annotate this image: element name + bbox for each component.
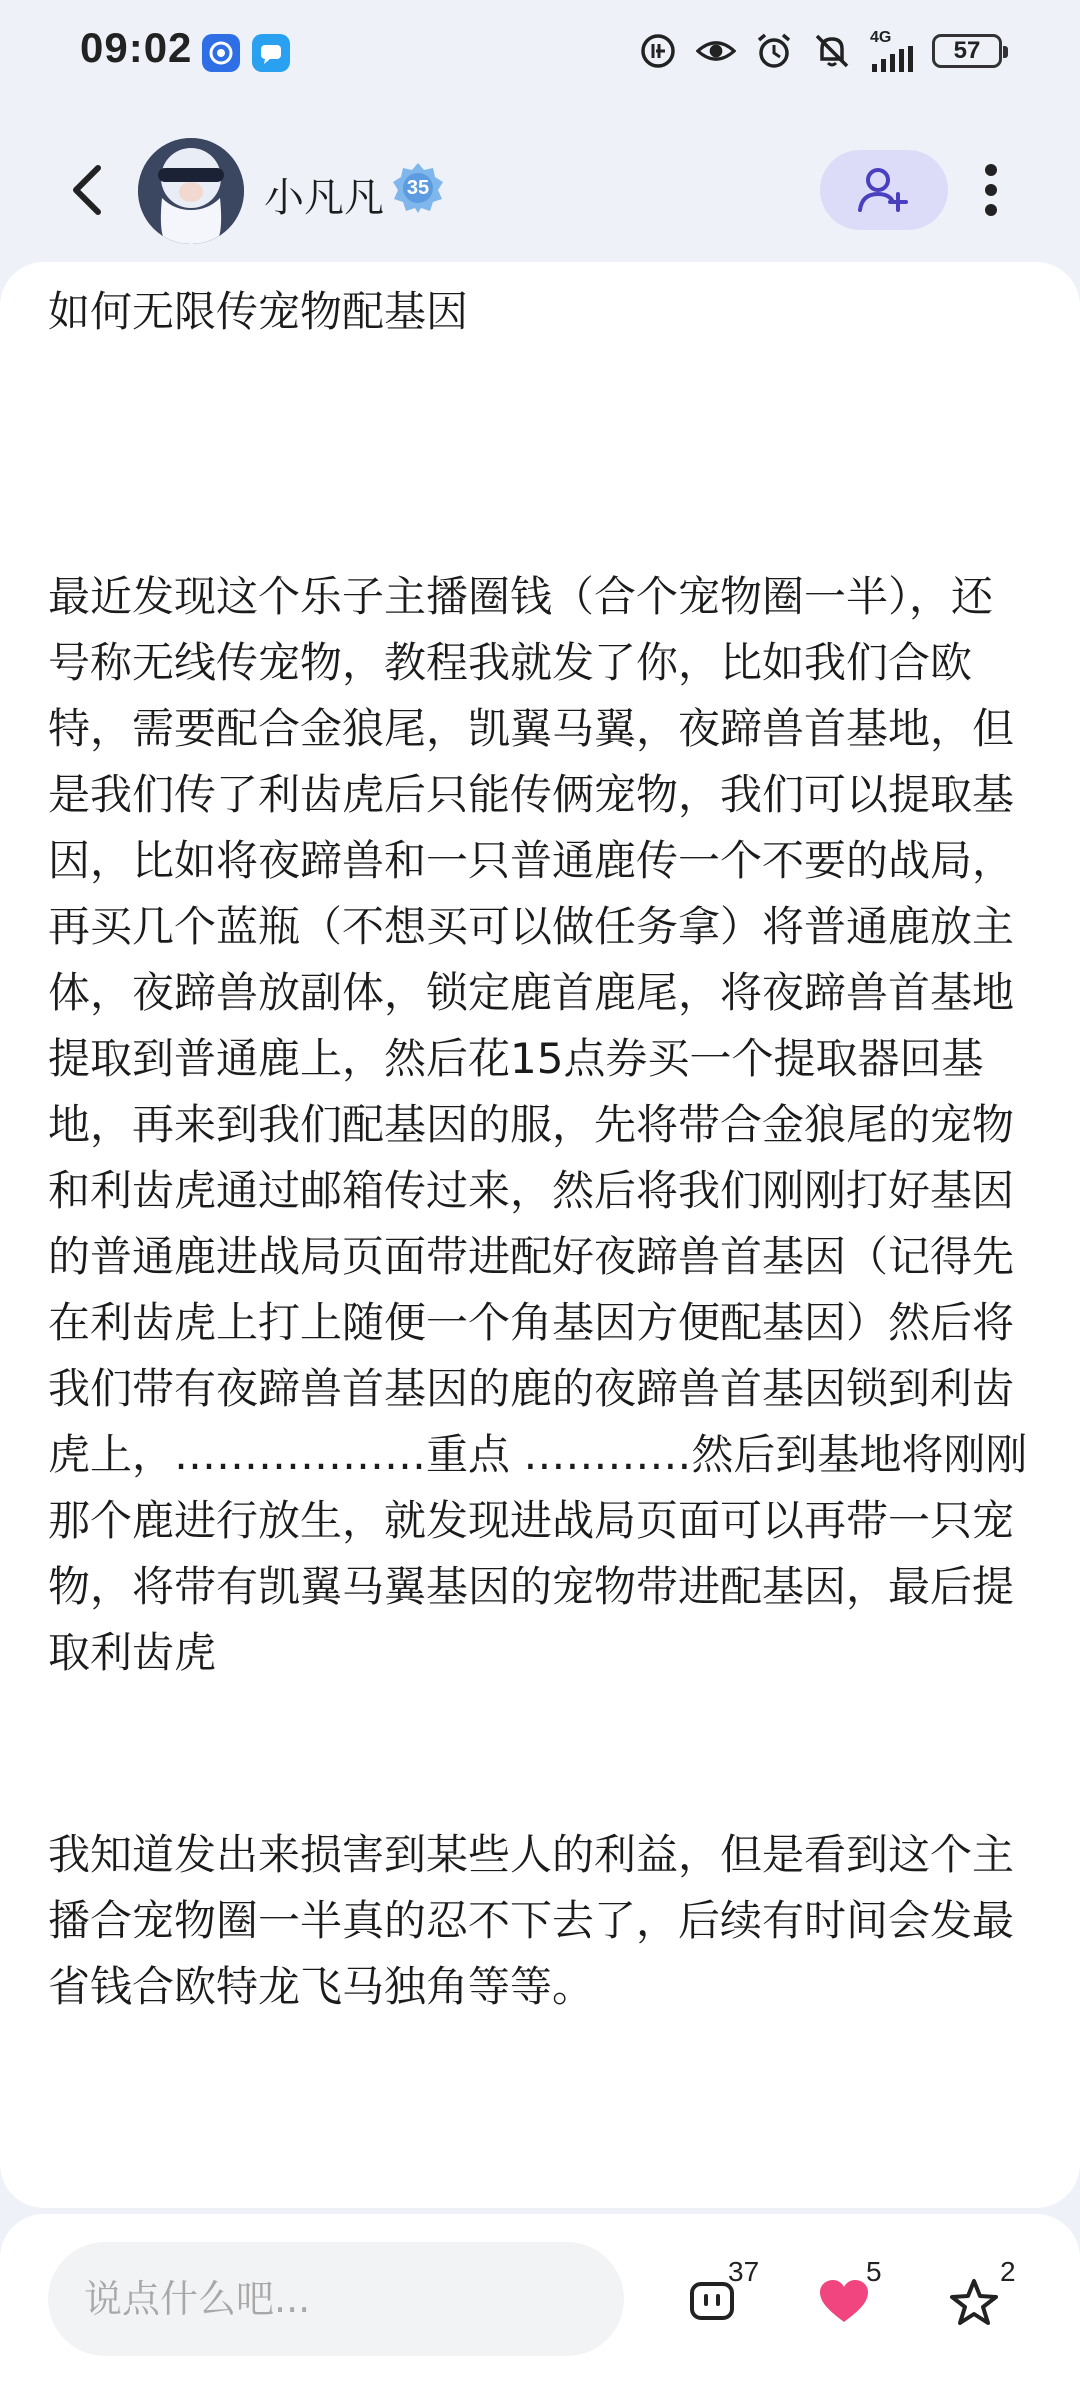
comment-count: 37 xyxy=(728,2256,760,2287)
post-title: 如何无限传宠物配基因 xyxy=(48,287,469,336)
network-type: 4G xyxy=(870,29,892,46)
status-indicators xyxy=(638,28,1002,74)
avatar[interactable] xyxy=(138,138,244,244)
post-paragraph: 我知道发出来损害到某些人的利益，但是看到这个主播合宠物圈一半真的忍不下去了，后续有时间会发最省钱合欧特龙飞马独角等等。 xyxy=(48,1830,1015,2011)
add-friend-icon xyxy=(858,166,910,214)
comment-input[interactable] xyxy=(48,2242,624,2356)
signal-indicator xyxy=(870,30,914,72)
status-time: 09:02 xyxy=(80,24,193,71)
eye-icon xyxy=(696,31,736,71)
post-content xyxy=(0,262,1080,2208)
alarm-icon xyxy=(754,31,794,71)
data-saver-icon xyxy=(638,31,678,71)
comment-button[interactable] xyxy=(670,2248,780,2358)
like-count: 5 xyxy=(866,2256,882,2287)
back-button[interactable] xyxy=(58,160,118,220)
level-number: 35 xyxy=(406,176,430,199)
favorite-count: 2 xyxy=(1000,2256,1016,2287)
username[interactable]: 小凡凡 xyxy=(264,175,384,221)
post-paragraph: 最近发现这个乐子主播圈钱（合个宠物圈一半），还号称无线传宠物，教程我就发了你，比如我们合欧特，需要配合金狼尾，凯翼马翼，夜蹄兽首基地，但是我们传了利齿虎后只能传俩宠物，我们可以提取基因，比如将夜蹄兽和一只普通鹿传一个不要的战局，再买几个蓝瓶（不想买可以做任务拿）将普通鹿放主体，夜蹄兽放副体，锁定鹿首鹿尾，将夜蹄兽首基地提取到普通鹿上，然后花15点券买一个提取器回基地，再来到我们配基因的服，先将带合金狼尾的宠物和利齿虎通过邮箱传过来，然后将我们刚刚打好基因的普通鹿进战局页面带进配好夜蹄兽首基因（记得先在利齿虎上打上随便一个角基因方便配基因）然后将我们带有夜蹄兽首基因的鹿的夜蹄兽首基因锁到利齿虎上，………………重点 …………然后到基地将刚刚那个鹿进行放生，就发现进战局页面可以再带一只宠物，将带有凯翼马翼基因的宠物带进配基因，最后提取利齿虎 xyxy=(48,572,1028,1677)
heart-icon xyxy=(818,2278,870,2326)
battery-indicator: 57 xyxy=(932,34,1002,68)
chat-app-icon xyxy=(252,34,290,72)
star-icon xyxy=(948,2278,1000,2328)
header xyxy=(0,130,1080,250)
back-arrow-icon xyxy=(68,162,108,218)
favorite-button[interactable] xyxy=(930,2248,1040,2358)
level-badge xyxy=(390,160,446,216)
bottom-action-bar xyxy=(0,2214,1080,2390)
signal-icon xyxy=(870,46,914,72)
app-notification-icon xyxy=(202,34,240,72)
status-bar xyxy=(0,0,1080,100)
more-vertical-icon xyxy=(984,162,998,218)
mute-icon xyxy=(812,31,852,71)
more-options-button[interactable] xyxy=(966,154,1016,226)
like-button[interactable] xyxy=(800,2248,910,2358)
add-friend-button[interactable] xyxy=(820,150,948,230)
